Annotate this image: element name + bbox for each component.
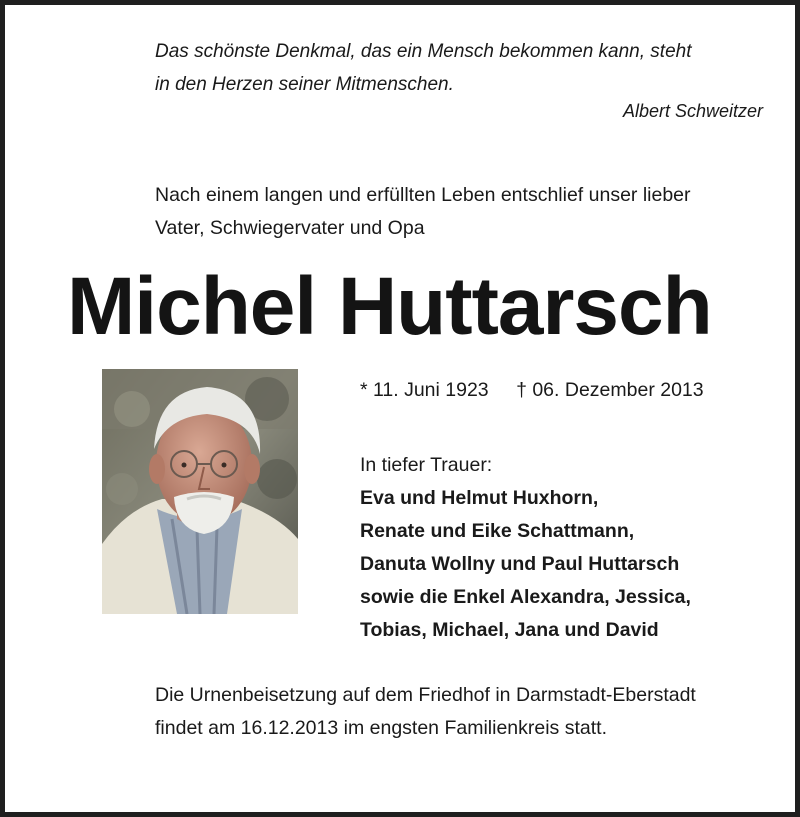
mourners-block: [360, 449, 780, 647]
intro-text: [155, 179, 775, 245]
life-dates: [360, 379, 704, 402]
quote-author: Albert Schweitzer: [622, 101, 763, 121]
birth-date: * 11. Juni 1923: [360, 379, 489, 401]
mourner-line: Eva und Helmut Huxhorn,: [360, 487, 599, 509]
mourning-label: In tiefer Trauer:: [360, 454, 493, 476]
death-date: † 06. Dezember 2013: [516, 379, 704, 401]
mourner-line: Renate und Eike Schattmann,: [360, 520, 635, 542]
deceased-name: Michel Huttarsch: [67, 261, 712, 352]
mourner-line: Danuta Wollny und Paul Huttarsch: [360, 553, 680, 575]
burial-line-2: findet am 16.12.2013 im engsten Familienkreis statt.: [155, 717, 607, 739]
quote-line-1: Das schönste Denkmal, das ein Mensch bekommen kann, steht: [155, 41, 692, 62]
portrait-photo: [102, 369, 298, 614]
mourner-line: sowie die Enkel Alexandra, Jessica,: [360, 586, 691, 608]
quote: [155, 35, 775, 101]
burial-line-1: Die Urnenbeisetzung auf dem Friedhof in Darmstadt-Eberstadt: [155, 684, 696, 706]
intro-line-1: Nach einem langen und erfüllten Leben entschlief unser lieber: [155, 184, 691, 206]
quote-line-2: in den Herzen seiner Mitmenschen.: [155, 74, 454, 95]
burial-notice: [155, 679, 785, 745]
mourner-line: Tobias, Michael, Jana und David: [360, 619, 659, 641]
intro-line-2: Vater, Schwiegervater und Opa: [155, 217, 425, 239]
